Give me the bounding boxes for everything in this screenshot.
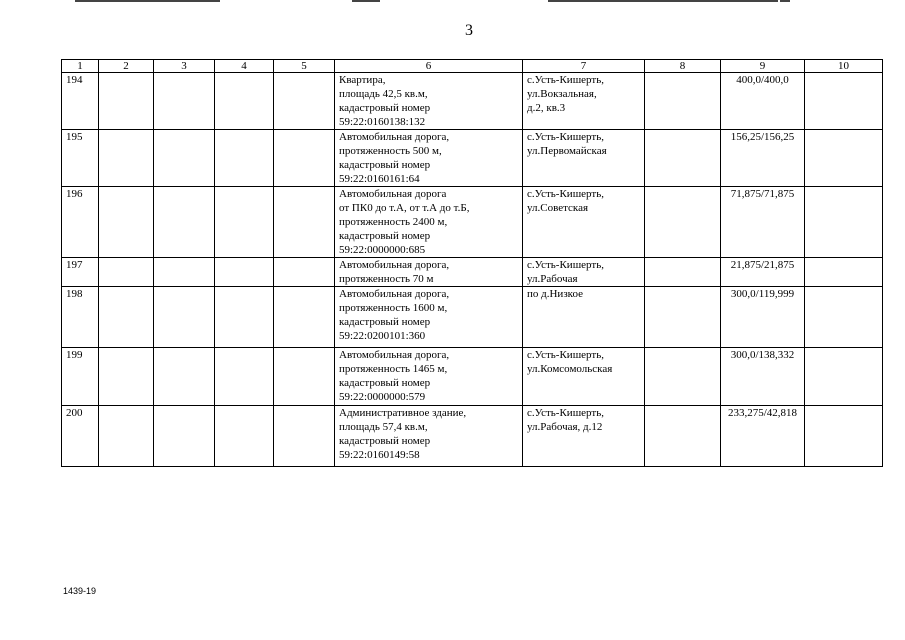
property-registry-table [61, 59, 883, 467]
cell-col-6: Автомобильная дорога, протяженность 1600 м, кадастровый номер 59:22:0200101:360 [335, 287, 523, 348]
cell-col-3 [154, 187, 215, 258]
cell-col-2 [99, 348, 154, 406]
cell-col-8 [645, 187, 721, 258]
column-header-3: 3 [154, 60, 215, 73]
table-row [62, 258, 883, 287]
column-header-4: 4 [215, 60, 274, 73]
cell-col-7: с.Усть-Кишерть, ул.Рабочая [523, 258, 645, 287]
cell-col-3 [154, 348, 215, 406]
cell-col-7: по д.Низкое [523, 287, 645, 348]
table-row [62, 348, 883, 406]
cell-col-10 [805, 187, 883, 258]
table-header-row [62, 60, 883, 73]
cell-col-7: с.Усть-Кишерть, ул.Первомайская [523, 130, 645, 187]
cell-col-1: 195 [62, 130, 99, 187]
cell-col-10 [805, 348, 883, 406]
table-body [62, 73, 883, 467]
scan-edge-line [780, 0, 790, 2]
scan-edge-line [548, 0, 778, 2]
cell-col-8 [645, 348, 721, 406]
cell-col-4 [215, 187, 274, 258]
cell-col-3 [154, 258, 215, 287]
column-header-9: 9 [721, 60, 805, 73]
cell-col-10 [805, 406, 883, 467]
cell-col-7: с.Усть-Кишерть, ул.Рабочая, д.12 [523, 406, 645, 467]
cell-col-7: с.Усть-Кишерть, ул.Комсомольская [523, 348, 645, 406]
table-row [62, 406, 883, 467]
column-header-8: 8 [645, 60, 721, 73]
cell-col-5 [274, 287, 335, 348]
cell-col-5 [274, 130, 335, 187]
table-row [62, 287, 883, 348]
cell-col-1: 196 [62, 187, 99, 258]
cell-col-2 [99, 130, 154, 187]
cell-col-6: Автомобильная дорога, протяженность 70 м [335, 258, 523, 287]
cell-col-9: 400,0/400,0 [721, 73, 805, 130]
cell-col-7: с.Усть-Кишерть, ул.Советская [523, 187, 645, 258]
cell-col-10 [805, 258, 883, 287]
column-header-10: 10 [805, 60, 883, 73]
cell-col-5 [274, 348, 335, 406]
table-row [62, 130, 883, 187]
cell-col-4 [215, 406, 274, 467]
cell-col-4 [215, 287, 274, 348]
cell-col-6: Автомобильная дорога от ПК0 до т.А, от т.А до т.Б, протяженность 2400 м, кадастровый номер 59:22:0000000:685 [335, 187, 523, 258]
page-number: 3 [465, 22, 473, 39]
cell-col-5 [274, 258, 335, 287]
column-header-5: 5 [274, 60, 335, 73]
cell-col-7: с.Усть-Кишерть, ул.Вокзальная, д.2, кв.3 [523, 73, 645, 130]
cell-col-4 [215, 258, 274, 287]
scan-edge-line [75, 0, 220, 2]
cell-col-8 [645, 73, 721, 130]
cell-col-1: 199 [62, 348, 99, 406]
cell-col-3 [154, 73, 215, 130]
cell-col-2 [99, 287, 154, 348]
cell-col-6: Административное здание, площадь 57,4 кв.м, кадастровый номер 59:22:0160149:58 [335, 406, 523, 467]
column-header-6: 6 [335, 60, 523, 73]
cell-col-9: 71,875/71,875 [721, 187, 805, 258]
cell-col-2 [99, 73, 154, 130]
cell-col-5 [274, 73, 335, 130]
cell-col-3 [154, 130, 215, 187]
cell-col-3 [154, 406, 215, 467]
cell-col-8 [645, 130, 721, 187]
column-header-7: 7 [523, 60, 645, 73]
cell-col-10 [805, 73, 883, 130]
column-header-1: 1 [62, 60, 99, 73]
cell-col-8 [645, 406, 721, 467]
cell-col-4 [215, 130, 274, 187]
cell-col-6: Квартира, площадь 42,5 кв.м, кадастровый номер 59:22:0160138:132 [335, 73, 523, 130]
cell-col-6: Автомобильная дорога, протяженность 500 м, кадастровый номер 59:22:0160161:64 [335, 130, 523, 187]
scan-edge-line [352, 0, 380, 2]
cell-col-4 [215, 348, 274, 406]
column-header-2: 2 [99, 60, 154, 73]
cell-col-6: Автомобильная дорога, протяженность 1465 м, кадастровый номер 59:22:0000000:579 [335, 348, 523, 406]
cell-col-9: 21,875/21,875 [721, 258, 805, 287]
cell-col-3 [154, 287, 215, 348]
cell-col-8 [645, 287, 721, 348]
document-code: 1439-19 [63, 586, 97, 596]
cell-col-10 [805, 130, 883, 187]
cell-col-5 [274, 406, 335, 467]
cell-col-1: 194 [62, 73, 99, 130]
cell-col-2 [99, 258, 154, 287]
cell-col-9: 300,0/119,999 [721, 287, 805, 348]
cell-col-2 [99, 406, 154, 467]
cell-col-4 [215, 73, 274, 130]
cell-col-8 [645, 258, 721, 287]
table-row [62, 187, 883, 258]
cell-col-10 [805, 287, 883, 348]
cell-col-1: 198 [62, 287, 99, 348]
cell-col-9: 233,275/42,818 [721, 406, 805, 467]
cell-col-5 [274, 187, 335, 258]
cell-col-9: 156,25/156,25 [721, 130, 805, 187]
cell-col-2 [99, 187, 154, 258]
table-row [62, 73, 883, 130]
cell-col-1: 197 [62, 258, 99, 287]
cell-col-1: 200 [62, 406, 99, 467]
cell-col-9: 300,0/138,332 [721, 348, 805, 406]
